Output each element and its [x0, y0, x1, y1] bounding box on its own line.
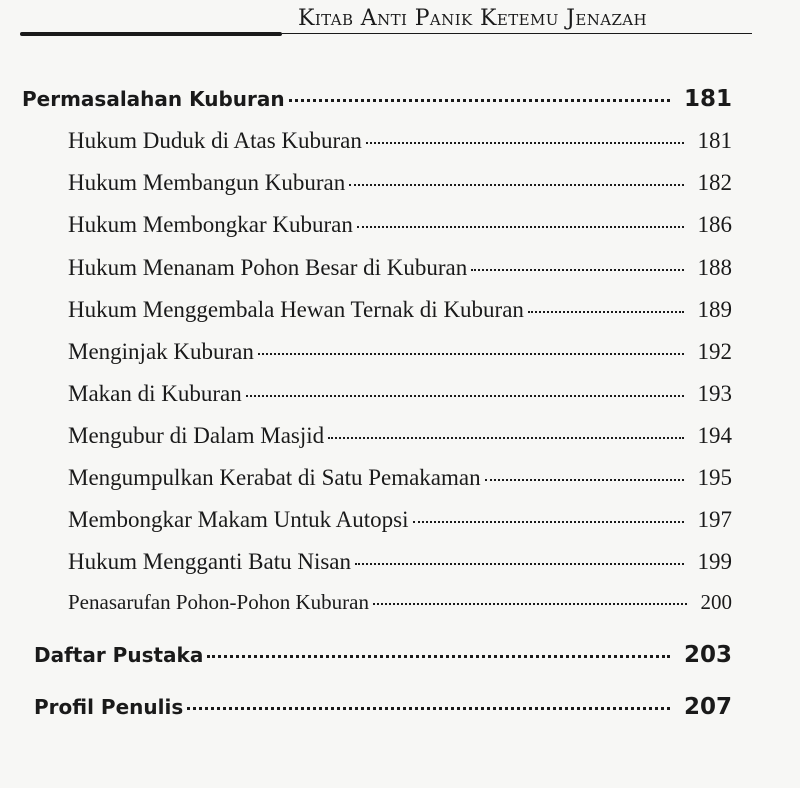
toc-entry-profil-penulis[interactable] — [34, 694, 732, 720]
toc-entry-page: 200 — [700, 590, 732, 614]
toc-entry[interactable] — [68, 549, 732, 575]
toc-entry[interactable] — [68, 423, 732, 449]
toc-entry[interactable] — [68, 255, 732, 281]
dot-leader — [349, 184, 683, 186]
toc-entry-page: 193 — [697, 381, 732, 406]
dot-leader — [485, 479, 684, 481]
toc-entry-daftar-pustaka[interactable] — [34, 642, 732, 668]
toc-entry-title: Hukum Menggembala Hewan Ternak di Kuburan — [68, 297, 524, 322]
toc-entry-title: Mengumpulkan Kerabat di Satu Pemakaman — [68, 465, 481, 490]
dot-leader — [366, 142, 684, 144]
toc-entry-title: Permasalahan Kuburan — [22, 87, 285, 111]
dot-leader — [328, 437, 683, 439]
toc-entry-page: 192 — [697, 339, 732, 364]
toc-entry-title: Penasarufan Pohon-Pohon Kuburan — [68, 590, 369, 614]
toc-entry-page: 203 — [683, 642, 732, 668]
dot-leader — [355, 563, 684, 565]
toc-entry-title: Hukum Membangun Kuburan — [68, 170, 346, 195]
toc-entry[interactable] — [68, 381, 732, 407]
dot-leader — [207, 655, 670, 658]
toc-entry-page: 181 — [697, 128, 732, 153]
dot-leader — [187, 707, 670, 710]
toc-entry-permasalahan-kuburan[interactable] — [22, 86, 732, 112]
toc-entry[interactable] — [68, 128, 732, 154]
toc-entry-title: Makan di Kuburan — [68, 381, 242, 406]
dot-leader — [289, 99, 670, 102]
toc-entry-page: 182 — [697, 170, 732, 195]
toc-entry-title: Hukum Menanam Pohon Besar di Kuburan — [68, 255, 468, 280]
toc-entry[interactable] — [68, 212, 732, 238]
toc-entry-page: 195 — [697, 465, 732, 490]
toc-entry-title: Mengubur di Dalam Masjid — [68, 423, 325, 448]
running-head: Kitab Anti Panik Ketemu Jenazah — [298, 6, 648, 31]
toc-entry-title: Hukum Duduk di Atas Kuburan — [68, 128, 362, 153]
dot-leader — [471, 269, 683, 271]
toc-entry-title: Hukum Membongkar Kuburan — [68, 212, 353, 237]
toc-entry-page: 189 — [697, 297, 732, 322]
dot-leader — [413, 521, 684, 523]
toc-entry-title: Membongkar Makam Untuk Autopsi — [68, 507, 409, 532]
toc-entry-page: 194 — [697, 423, 732, 448]
dot-leader — [528, 311, 684, 313]
toc-entry-page: 197 — [697, 507, 732, 532]
toc-entry-page: 186 — [697, 212, 732, 237]
dot-leader — [258, 353, 684, 355]
dot-leader — [246, 395, 684, 397]
toc-entry[interactable] — [68, 590, 732, 615]
toc-entry-title: Hukum Mengganti Batu Nisan — [68, 549, 351, 574]
dot-leader — [373, 603, 687, 605]
toc-entry-page: 181 — [683, 86, 732, 112]
toc-entry[interactable] — [68, 170, 732, 196]
toc-entry-page: 199 — [697, 549, 732, 574]
toc-entry-page: 207 — [683, 694, 732, 720]
toc-entry[interactable] — [68, 507, 732, 533]
toc-entry-page: 188 — [697, 255, 732, 280]
dot-leader — [357, 226, 684, 228]
toc-entry[interactable] — [68, 465, 732, 491]
toc-entry[interactable] — [68, 339, 732, 365]
toc-entry-title: Menginjak Kuburan — [68, 339, 254, 364]
toc-entry-title: Profil Penulis — [34, 695, 184, 719]
toc-entry[interactable] — [68, 297, 732, 323]
toc-entry-title: Daftar Pustaka — [34, 643, 204, 667]
